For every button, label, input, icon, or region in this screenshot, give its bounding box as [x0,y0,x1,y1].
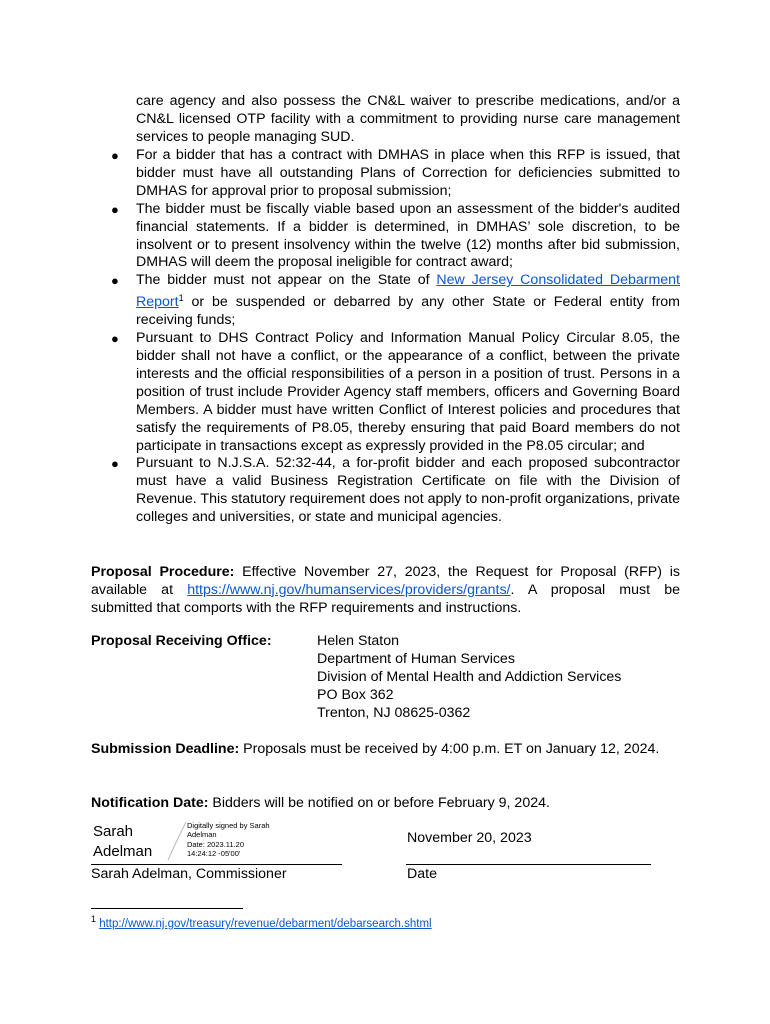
proposal-procedure-paragraph [91,564,680,618]
digital-signature-stamp [187,821,297,859]
bullet-item [91,455,680,527]
bullet-item [91,272,680,330]
proposal-procedure-label: Proposal Procedure: [91,564,235,580]
bullet-dot-icon: ● [111,201,119,217]
footnote-number: 1 [91,914,97,924]
receiving-office-address [317,633,621,723]
date-line [406,864,651,865]
eligibility-bullet-list [91,147,680,527]
address-line: Helen Staton [317,633,400,649]
address-line: Department of Human Services [317,650,515,667]
bullet-dot-icon: ● [111,331,119,347]
stamp-line: Date: 2023.11.20 [187,839,244,849]
bullet-text: or be suspended or debarred by any other State or Federal entity from receiving funds; [136,294,680,329]
bullet-text: The bidder must not appear on the State of [136,272,437,289]
signature-name-first: Sarah [93,823,134,840]
receiving-office-label: Proposal Receiving Office: [91,633,272,649]
bullet-dot-icon: ● [111,456,119,472]
bullet-item [91,330,680,455]
footnote-divider [91,908,243,909]
submission-deadline-paragraph [91,741,680,759]
stamp-line: 14:24:12 -05'00' [187,849,241,859]
address-line: PO Box 362 [317,686,394,703]
signature-name-last: Adelman [93,843,153,860]
address-line: Trenton, NJ 08625-0362 [317,704,471,721]
signer-caption: Sarah Adelman, Commissioner [91,866,287,882]
stamp-line: Digitally signed by Sarah [187,821,270,830]
bullet-text: For a bidder that has a contract with DMHAS in place when this RFP is issued, that bidder must have all outstanding Plans of Correction for deficiencies submitted to DMHAS for approval prior to proposal submission; [136,147,680,199]
stamp-line: Adelman [187,830,217,840]
proposal-procedure-text-end: . A proposal must be submitted that comports with the RFP requirements and instructions. [91,581,680,616]
address-line: Division of Mental Health and Addiction Services [317,668,622,685]
bullet-item [91,147,680,201]
notification-date-paragraph [91,795,680,813]
bullet-text: The bidder must be fiscally viable based upon an assessment of the bidder's audited financial statements. If a bidder is determined, in DMHAS’ sole discretion, to be insolvent or to present insolvency within the twelve (12) months after bid submission, DMHAS will deem the proposal ineligible for contract award; [136,200,680,271]
footnote [91,914,432,930]
bullet-item [91,201,680,273]
bullet-dot-icon: ● [111,148,119,163]
notification-date-label: Notification Date: [91,795,209,811]
signature-line [91,864,342,865]
bullet-text: Pursuant to N.J.S.A. 52:32-44, a for-profit bidder and each proposed subcontractor must have a valid Business Registration Certificate on file with the Division of Revenue. This statutory requirement does not apply to non-profit organizations, private colleges and universities, or state and municipal agencies. [136,455,680,526]
rfp-grants-link[interactable]: https://www.nj.gov/humanservices/providers/grants/ [187,581,511,598]
submission-deadline-label: Submission Deadline: [91,741,240,757]
bullet-dot-icon: ● [111,273,119,289]
notification-date-text: Bidders will be notified on or before February 9, 2024. [208,795,550,811]
continuation-paragraph: care agency and also possess the CN&L waiver to prescribe medications, and/or a CN&L licensed OTP facility with a commitment to providing nurse care management services to people managing SUD. [136,93,680,145]
footnote-debarment-link[interactable]: http://www.nj.gov/treasury/revenue/debarment/debarsearch.shtml [99,918,432,930]
bullet-text: Pursuant to DHS Contract Policy and Information Manual Policy Circular 8.05, the bidder shall not have a conflict, or the appearance of a conflict, between the private interests and the official responsibilities of a person in a position of trust. Persons in a position of trust include Provider Agency staff members, officers and Governing Board Members. A bidder must have written Conflict of Interest policies and procedures that satisfy the requirements of P8.05, thereby ensuring that paid Board members do not participate in transactions except as expressly provided in the P8.05 circular; and [136,330,680,454]
footnote-ref: 1 [178,293,184,304]
date-caption: Date [407,866,437,882]
submission-deadline-text: Proposals must be received by 4:00 p.m. ET on January 12, 2024. [239,741,660,757]
debarment-report-link[interactable]: New Jersey Consolidated Debarment Report [136,272,681,311]
proposal-procedure-text: Effective November 27, 2023, the Request for Proposal (RFP) is available at [91,564,680,598]
signature-date-value: November 20, 2023 [407,830,532,846]
signature-name [93,822,152,862]
signature-slash-icon [166,820,188,862]
